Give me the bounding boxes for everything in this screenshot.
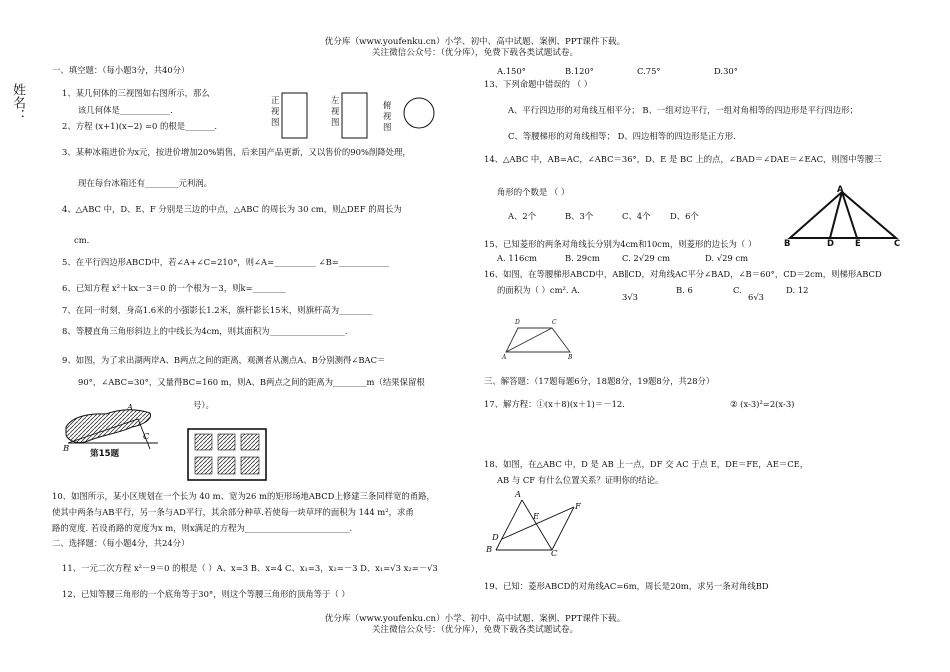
diagonal-ac xyxy=(506,328,552,352)
q18-label-b: B xyxy=(486,544,493,554)
q3-line-2: 现在每台冰箱还有________元利润。 xyxy=(78,178,212,188)
q18-label-d: D xyxy=(492,532,499,542)
q12-option-b: B.120° xyxy=(565,66,594,76)
q18-label-f: F xyxy=(575,501,581,511)
q10-line-3: 路的宽度. 若设甬路的宽度为x m，则x满足的方程为_________________________. xyxy=(52,523,353,533)
q18-label-e: E xyxy=(533,511,540,521)
q14-triangle-figure xyxy=(786,188,901,243)
q14-label-e: E xyxy=(855,238,861,248)
q13-options-ab: A、平行四边形的对角线互相平分； B、一组对边平行，一组对角相等的四边形是平行四边形； xyxy=(508,105,858,115)
lake-label-a: A xyxy=(127,402,134,412)
q9-line-3: 号）。 xyxy=(193,400,214,410)
q19: 19、已知：菱形ABCD的对角线AC=6m，周长是20m，求另一条对角线BD xyxy=(484,581,769,591)
left-view-rect xyxy=(340,92,370,142)
q18-label-a: A xyxy=(515,489,522,499)
q16-label-b: B xyxy=(568,354,573,361)
field-figure xyxy=(187,428,269,483)
q3-line-1: 3、某种冰箱进价为x元，按进价增加20%销售，后来国产品更新，又以售价的90%削降处理， xyxy=(62,147,411,157)
left-view-label: 左视图 xyxy=(331,95,340,127)
q13-options-cd: C、等腰梯形的对角线相等； D、四边相等的四边形是正方形. xyxy=(508,131,736,141)
top-view-label: 俯视图 xyxy=(383,100,392,132)
q14-label-b: B xyxy=(784,238,791,248)
grass-patch xyxy=(241,457,259,474)
q10-line-2: 使其中两条与AB平行，另一条与AD平行，其余部分种草.若使每一块草坪的面积为 144 m²，求甬 xyxy=(52,507,414,517)
q15-option-a: A. 116cm xyxy=(497,253,537,263)
q1-line-1: 1、某几何体的三视图如右图所示，那么 xyxy=(62,88,210,98)
segment-ad xyxy=(830,192,842,238)
name-field-label: 姓名： xyxy=(10,83,25,122)
q17-part-2: ② (x-3)²=2(x-3) xyxy=(730,399,795,409)
q16-label-a: A xyxy=(502,354,507,361)
segment-ab xyxy=(496,500,522,550)
q14-line-2: 角形的个数是 （ ） xyxy=(497,187,570,197)
header-line-2: 关注微信公众号：（优分库），免费下载各类试题试卷。 xyxy=(371,48,579,58)
q1-line-2: 该几何体是____________. xyxy=(78,105,173,115)
section-2-title: 二、选择题：（每小题4分，共24分） xyxy=(52,538,190,548)
q12: 12、已知等腰三角形的一个底角等于30°，则这个等腰三角形的顶角等于（ ） xyxy=(62,589,350,599)
q5: 5、在平行四边形ABCD中，若∠A+∠C=210°，则∠A=__________ ∠B=____________ xyxy=(62,257,390,267)
q16-label-c: C xyxy=(552,319,557,326)
q16-option-c: C. xyxy=(733,285,742,295)
header-line-1: 优分库（www.youfenku.cn）小学、初中、高中试题、案例、PPT课件下载。 xyxy=(324,37,626,47)
q18-figure xyxy=(490,495,585,560)
grass-patch xyxy=(195,434,212,450)
lake-shape xyxy=(66,410,151,443)
q16-option-a-value: 3√3 xyxy=(622,292,638,302)
q9-line-2: 90°，∠ABC=30°，又量得BC=160 m，则A、B两点之间的距离为________m（结果保留根 xyxy=(78,377,425,387)
q18-label-c: C xyxy=(551,548,558,558)
footer-line-1: 优分库（www.youfenku.cn）小学、初中、高中试题、案例、PPT课件下载。 xyxy=(324,614,626,624)
q14-option-b: B、3个 xyxy=(565,211,594,221)
q14-label-a: A xyxy=(837,184,844,194)
q15: 15、已知菱形的两条对角线长分别为4cm和10cm，则菱形的边长为（ ） xyxy=(484,239,757,249)
q16-option-d: D. 12 xyxy=(786,285,809,295)
lake-label-b: B xyxy=(63,443,70,453)
q13: 13、下列命题中错误的 （ ） xyxy=(484,79,593,89)
q16-option-c-value: 6√3 xyxy=(748,292,764,302)
q11: 11、一元二次方程 x²－9＝0 的根是（ ）A、x=3 B、x=4 C、x₁=3，x₂=－3 D、x₁=√3 x₂=－√3 xyxy=(62,563,438,573)
q12-option-d: D.30° xyxy=(714,66,738,76)
q16-line-2: 的面积为（ ）cm². A. xyxy=(497,285,580,295)
grass-patch xyxy=(241,434,259,450)
q16-label-d: D xyxy=(515,319,520,326)
q2: 2、方程 (x+1)(x−2) =0 的根是_______. xyxy=(62,121,218,131)
q14-option-c: C、4个 xyxy=(622,211,651,221)
grass-patch xyxy=(195,457,212,474)
q6: 6、已知方程 x²＋kx－3＝0 的一个根为－3，则k=________ xyxy=(62,283,287,293)
segment-ac xyxy=(522,500,552,550)
segment-cf xyxy=(552,507,574,550)
section-3-title: 三、解答题：（17题每题6分，18题8分，19题8分，共28分） xyxy=(484,376,715,386)
fig15-caption: 第15题 xyxy=(90,449,120,459)
q10-line-1: 10、如图所示，某小区规划在一个长为 40 m、宽为26 m的矩形场地ABCD上修建三条同样宽的甬路， xyxy=(52,491,435,501)
q14-line-1: 14、△ABC 中，AB=AC，∠ABC＝36°，D、E 是 BC 上的点，∠BAD＝∠DAE＝∠EAC，则图中等腰三 xyxy=(484,154,882,164)
q14-option-d: D、6个 xyxy=(670,211,699,221)
q16-option-b: B. 6 xyxy=(676,285,693,295)
front-view-label: 正视图 xyxy=(271,95,280,127)
q15-option-d: D. √29 cm xyxy=(705,253,749,263)
q15-option-c: C. 2√29 cm xyxy=(622,253,671,263)
q17-part-1: 17、解方程：①(x＋8)(x＋1)＝－12． xyxy=(484,399,631,409)
q14-option-a: A、2个 xyxy=(508,211,537,221)
q14-label-c: C xyxy=(894,238,901,248)
q18-line-1: 18、如图，在△ABC 中，D 是 AB 上一点，DF 交 AC 于点 E，DE＝FE，AE＝CE， xyxy=(484,459,809,469)
grass-patch xyxy=(218,457,235,474)
section-1-title: 一、填空题：（每小题3分，共40分） xyxy=(52,65,190,75)
grass-patch xyxy=(218,434,235,450)
q8: 8、等腰直角三角形斜边上的中线长为4cm，则其面积为__________________. xyxy=(62,326,348,336)
q16-trapezoid-figure xyxy=(502,318,577,360)
q15-option-b: B. 29cm xyxy=(565,253,600,263)
top-view-circle xyxy=(402,96,438,132)
q7: 7、在同一时刻，身高1.6米的小强影长1.2米，旗杆影长15米，则旗杆高为________ xyxy=(62,305,373,315)
q18-line-2: AB 与 CF 有什么位置关系？证明你的结论。 xyxy=(497,475,664,485)
q12-option-c: C.75° xyxy=(637,66,661,76)
front-view-rect xyxy=(280,92,310,142)
q14-label-d: D xyxy=(827,238,834,248)
lake-label-c: C xyxy=(143,431,150,441)
q4-line-2: cm. xyxy=(74,235,90,245)
q9-line-1: 9、如图，为了求出湖两岸A、B两点之间的距离，观测者从测点A、B分别测得∠BAC＝ xyxy=(62,355,386,365)
triangle-abc xyxy=(790,192,896,238)
trapezoid-abcd xyxy=(506,328,570,352)
q4-line-1: 4、△ABC 中，D、E、F 分别是三边的中点，△ABC 的周长为 30 cm，则△DEF 的周长为 xyxy=(62,204,402,214)
q16-line-1: 16、如图，在等腰梯形ABCD中，AB∥CD，对角线AC平分∠BAD，∠B＝60°，CD＝2cm，则梯形ABCD xyxy=(484,269,882,279)
q12-option-a: A.150° xyxy=(497,66,526,76)
footer-line-2: 关注微信公众号：（优分库），免费下载各类试题试卷。 xyxy=(371,625,579,635)
